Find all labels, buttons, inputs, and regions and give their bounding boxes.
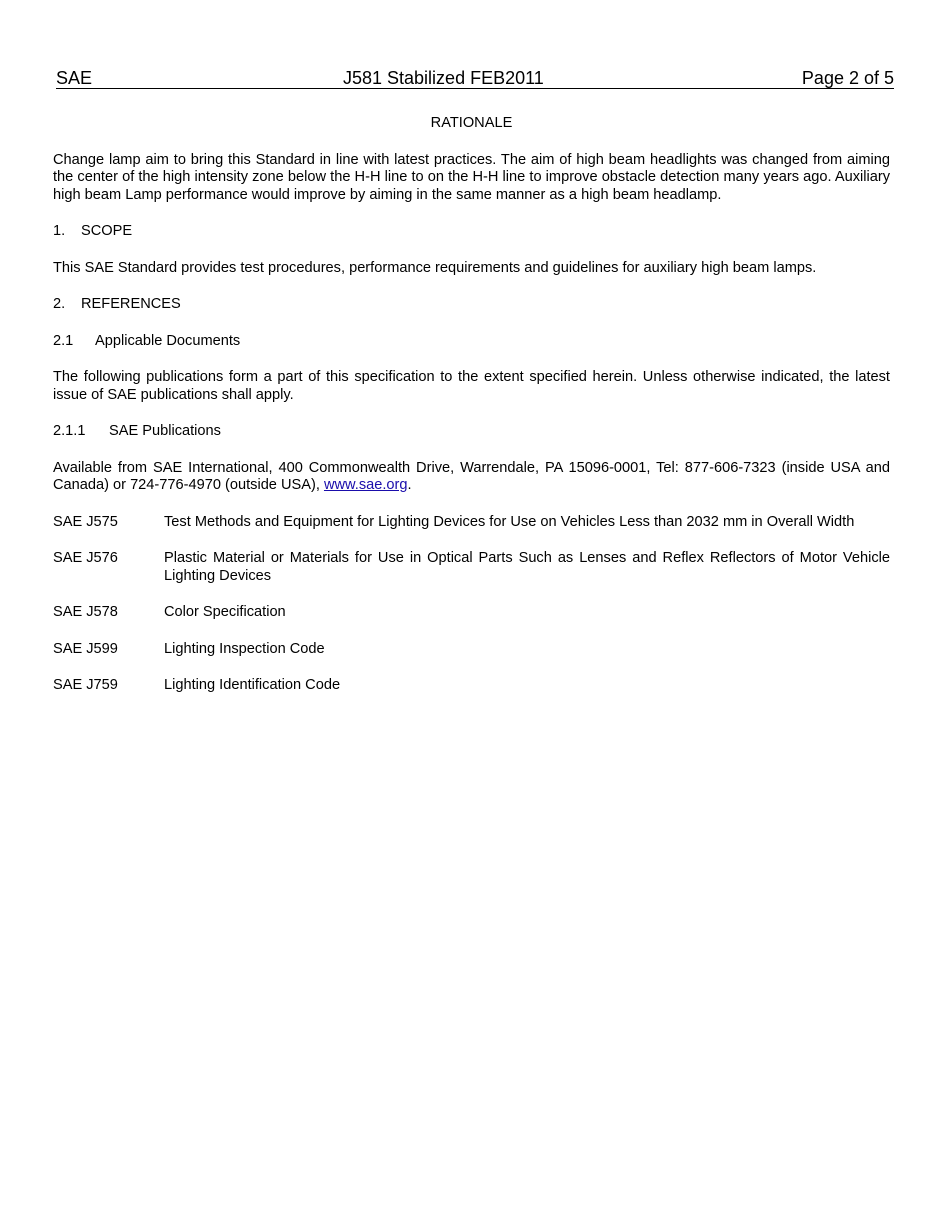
scope-title: SCOPE bbox=[81, 223, 133, 239]
reference-title: Plastic Material or Materials for Use in Optical Parts Such as Lenses and Reflex Reflectors of Motor Vehicle Lighting Devices bbox=[164, 550, 890, 584]
references-heading bbox=[53, 296, 890, 314]
sae-website-link[interactable]: www.sae.org bbox=[323, 477, 408, 493]
reference-item bbox=[53, 514, 890, 532]
sae-publications-number: 2.1.1 bbox=[53, 423, 86, 439]
applicable-documents-text: The following publications form a part of this specification to the extent specified herein. Unless otherwise indicated, the latest issue of SAE publications shall apply. bbox=[53, 369, 890, 403]
scope-number: 1. bbox=[53, 223, 66, 239]
reference-item bbox=[53, 604, 890, 622]
page-header bbox=[56, 68, 894, 89]
reference-code: SAE J578 bbox=[53, 604, 118, 620]
rationale-heading: RATIONALE bbox=[430, 115, 513, 131]
scope-text: This SAE Standard provides test procedures, performance requirements and guidelines for auxiliary high beam lamps. bbox=[53, 259, 817, 276]
reference-item bbox=[53, 641, 890, 659]
sae-publications-text bbox=[53, 460, 890, 495]
reference-title: Color Specification bbox=[164, 604, 286, 620]
reference-code: SAE J576 bbox=[53, 550, 118, 566]
reference-code: SAE J575 bbox=[53, 513, 118, 530]
header-page-number: Page 2 of 5 bbox=[801, 68, 894, 88]
header-org: SAE bbox=[56, 68, 93, 88]
sae-publications-title: SAE Publications bbox=[109, 423, 221, 439]
reference-code: SAE J759 bbox=[53, 677, 118, 693]
header-doc-id: J581 Stabilized FEB2011 bbox=[343, 68, 544, 88]
reference-title: Lighting Inspection Code bbox=[164, 640, 325, 657]
sae-availability-end: . bbox=[407, 477, 412, 493]
reference-item bbox=[53, 677, 890, 695]
applicable-documents-title: Applicable Documents bbox=[95, 332, 241, 349]
reference-title: Test Methods and Equipment for Lighting Devices for Use on Vehicles Less than 2032 mm in Overall Width bbox=[164, 513, 855, 530]
sae-availability-text: Available from SAE International, 400 Commonwealth Drive, Warrendale, PA 15096-0001, Tel: 877-606-7323 (inside USA and Canada) or 724-776-4970 (outside USA), bbox=[53, 459, 890, 493]
reference-title: Lighting Identification Code bbox=[164, 677, 341, 693]
rationale-text: Change lamp aim to bring this Standard in line with latest practices. The aim of high beam headlights was changed from aiming the center of the high intensity zone below the H-H line to on the H-H line to improve obstacle detection many years ago. Auxiliary high beam Lamp performance would improve by aiming in the same manner as a high beam headlamp. bbox=[53, 151, 890, 203]
applicable-documents-number: 2.1 bbox=[53, 332, 74, 349]
reference-code: SAE J599 bbox=[53, 640, 118, 657]
scope-heading bbox=[53, 223, 890, 241]
reference-item bbox=[53, 550, 890, 585]
sae-publications-heading bbox=[53, 423, 890, 441]
references-title: REFERENCES bbox=[81, 296, 181, 312]
document-body bbox=[53, 115, 890, 714]
applicable-documents-heading bbox=[53, 333, 890, 351]
references-number: 2. bbox=[53, 296, 66, 312]
